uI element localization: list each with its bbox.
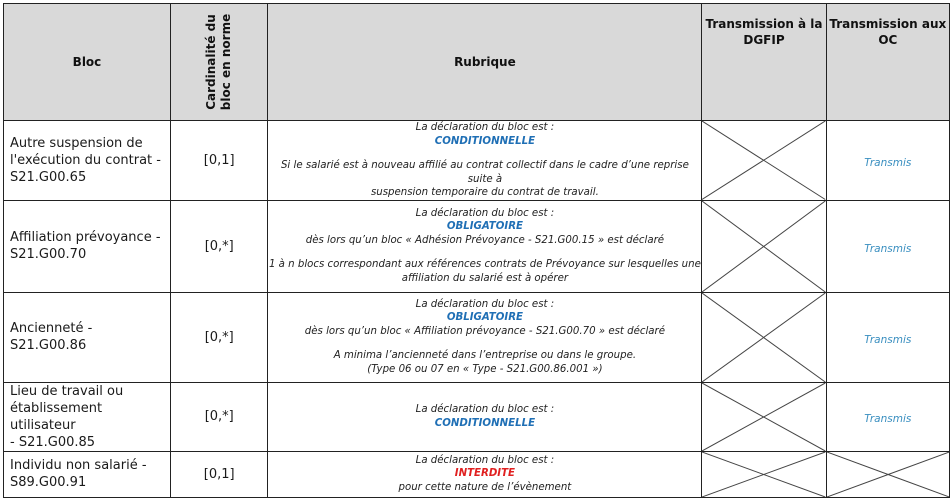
cardinalite-cell: [170, 292, 267, 382]
status-badge: OBLIGATOIRE: [446, 312, 523, 324]
dgfip-cell: [702, 121, 826, 201]
bloc-cell: [4, 451, 171, 497]
oc-cell: [826, 121, 949, 201]
header-cardinalite: [170, 4, 267, 121]
cardinalite-cell: [170, 451, 267, 497]
bloc-cell: [4, 121, 171, 201]
bloc-name-line: S21.G00.70: [10, 247, 87, 262]
rubrique-condition: dès lors qu’un bloc « Affiliation prévoyance - S21.G00.70 » est déclaré: [304, 325, 665, 337]
cross-out-icon: [702, 121, 825, 200]
bloc-name-line: Affiliation prévoyance -: [10, 230, 161, 245]
header-oc-line1: Transmission aux: [829, 17, 947, 31]
header-row: [4, 4, 950, 121]
header-bloc-label: Bloc: [72, 55, 102, 69]
cardinalite-cell: [170, 382, 267, 451]
cross-out-icon: [702, 383, 825, 451]
rubrique-note-line: Si le salarié est à nouveau affilié au contrat collectif dans le cadre d’une reprise suite à: [280, 160, 689, 185]
spacer: [268, 247, 701, 258]
status-badge: CONDITIONNELLE: [434, 417, 536, 429]
bloc-cell: [4, 200, 171, 292]
dgfip-cell: [702, 200, 826, 292]
cross-out-icon: [702, 201, 825, 292]
header-rubrique-label: Rubrique: [454, 55, 516, 69]
table-row: [4, 382, 950, 451]
status-badge: OBLIGATOIRE: [446, 221, 523, 233]
cardinalite-value: [0,1]: [203, 152, 235, 168]
bloc-cell: [4, 292, 171, 382]
transmis-label: Transmis: [864, 333, 912, 346]
rubrique-intro: La déclaration du bloc est :: [415, 298, 555, 310]
transmis-label: Transmis: [864, 242, 912, 255]
header-cardinalite-line2: bloc en norme: [219, 13, 234, 111]
header-bloc: [4, 4, 171, 121]
cardinalite-cell: [170, 200, 267, 292]
header-oc: [826, 4, 949, 121]
bloc-name-line: Autre suspension de: [10, 135, 143, 151]
rubrique-cell: [268, 451, 702, 497]
rubrique-note-line: (Type 06 ou 07 en « Type - S21.G00.86.001 »): [367, 363, 603, 375]
rubrique-cell: [268, 292, 702, 382]
rubrique-intro: La déclaration du bloc est :: [415, 404, 555, 415]
rubrique-note-line: suspension temporaire du contrat de travail.: [370, 187, 599, 198]
bloc-name-line: Ancienneté - S21.G00.86: [10, 321, 93, 353]
header-oc-line2: OC: [878, 33, 898, 47]
bloc-name-line: établissement utilisateur: [10, 400, 103, 433]
rubrique-condition: dès lors qu’un bloc « Adhésion Prévoyance - S21.G00.15 » est déclaré: [305, 234, 665, 246]
cardinalite-value: [0,*]: [204, 409, 234, 424]
header-cardinalite-line1: Cardinalité du: [204, 14, 219, 110]
bloc-name-line: S89.G00.91: [10, 475, 87, 490]
spacer: [268, 148, 701, 159]
bloc-name-line: - S21.G00.85: [10, 434, 96, 450]
dgfip-cell: [702, 382, 826, 451]
rubrique-intro: La déclaration du bloc est :: [415, 207, 555, 219]
bloc-rubrique-table: [3, 3, 950, 498]
header-rubrique: [268, 4, 702, 121]
cardinalite-value: [0,*]: [204, 329, 234, 345]
header-dgfip-line1: Transmission à la: [705, 17, 823, 31]
transmis-label: Transmis: [864, 156, 912, 169]
oc-cell: [826, 200, 949, 292]
cross-out-icon: [702, 452, 825, 497]
bloc-name-line: Lieu de travail ou: [10, 383, 124, 399]
table-row: [4, 121, 950, 201]
rubrique-intro: La déclaration du bloc est :: [415, 122, 555, 133]
rubrique-cell: [268, 382, 702, 451]
rubrique-intro: La déclaration du bloc est :: [415, 454, 555, 466]
oc-cell: [826, 292, 949, 382]
bloc-name-line: l'exécution du contrat -: [10, 152, 161, 168]
dgfip-cell: [702, 451, 826, 497]
cross-out-icon: [827, 452, 949, 497]
status-badge: CONDITIONNELLE: [434, 135, 536, 147]
cardinalite-cell: [170, 121, 267, 201]
header-dgfip-line2: DGFIP: [743, 33, 785, 47]
rubrique-note-line: affiliation du salarié est à opérer: [401, 272, 569, 284]
rubrique-cell: [268, 121, 702, 201]
status-badge: INTERDITE: [454, 468, 516, 480]
transmis-label: Transmis: [864, 413, 912, 425]
rubrique-condition: pour cette nature de l’évènement: [398, 481, 572, 493]
cardinalite-value: [0,*]: [204, 238, 234, 254]
table-row: [4, 292, 950, 382]
cardinalite-value: [0,1]: [203, 466, 235, 482]
rubrique-cell: [268, 200, 702, 292]
table-row: [4, 200, 950, 292]
oc-cell: [826, 382, 949, 451]
table-row: [4, 451, 950, 497]
bloc-name-line: S21.G00.65: [10, 169, 87, 185]
dgfip-cell: [702, 292, 826, 382]
bloc-name-line: Individu non salarié -: [10, 458, 147, 473]
rubrique-note-line: 1 à n blocs correspondant aux références contrats de Prévoyance sur lesquelles une: [268, 259, 701, 271]
oc-cell: [826, 451, 949, 497]
header-dgfip: [702, 4, 826, 121]
rubrique-note-line: A minima l’ancienneté dans l’entreprise ou dans le groupe.: [333, 350, 637, 362]
bloc-cell: [4, 382, 171, 451]
spacer: [268, 338, 701, 349]
cross-out-icon: [702, 293, 825, 382]
